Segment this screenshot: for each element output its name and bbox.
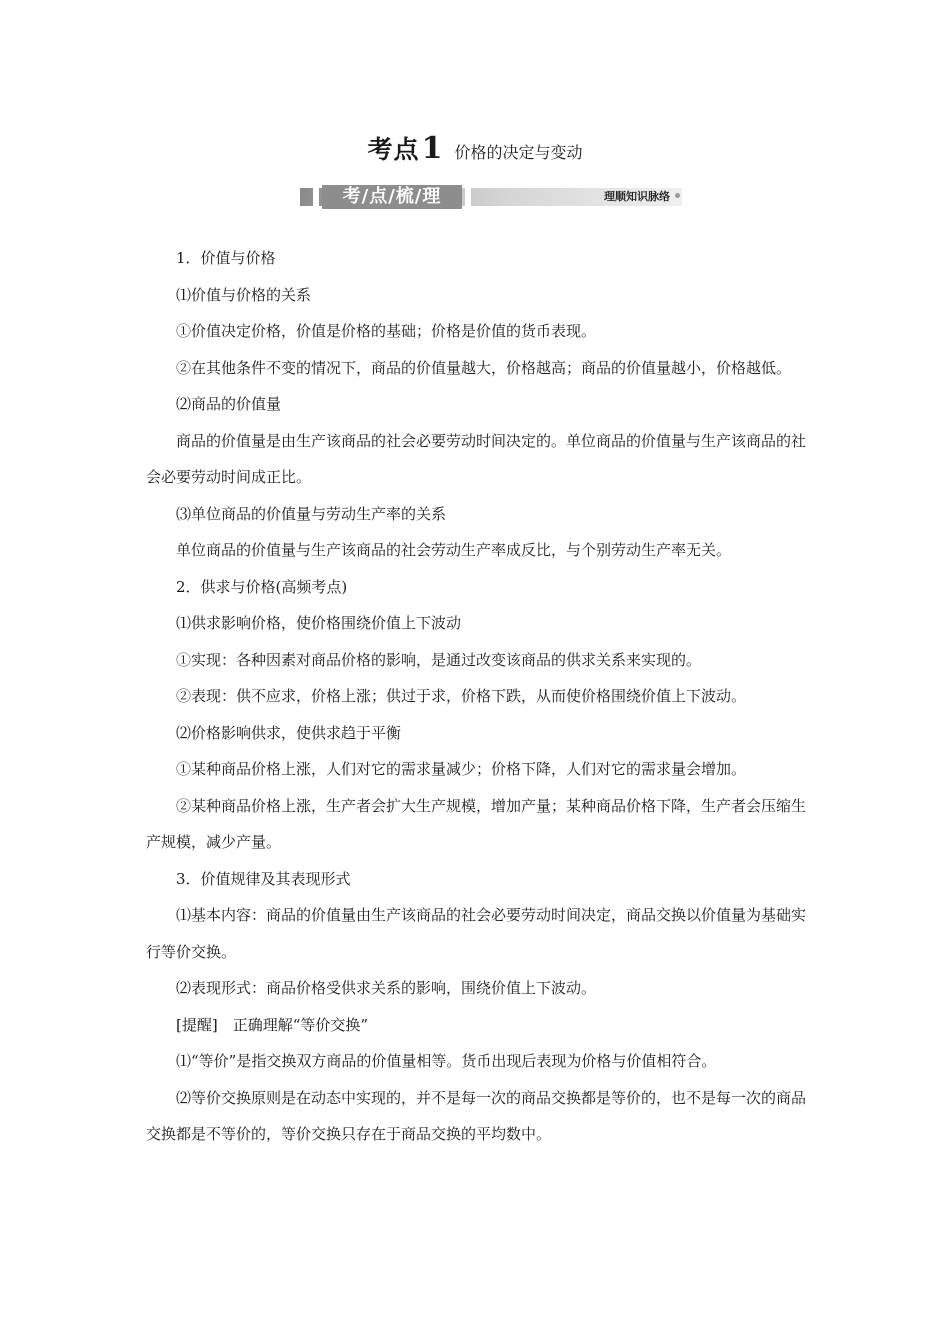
paragraph: ①实现：各种因素对商品价格的影响，是通过改变该商品的供求关系来实现的。: [176, 650, 702, 669]
title-number: 1: [421, 131, 443, 166]
subheading-2-1: ⑴供求影响价格，使价格围绕价值上下波动: [176, 614, 462, 632]
subheading-2-2: ⑵价格影响供求，使供求趋于平衡: [176, 723, 402, 742]
title-subtitle: 价格的决定与变动: [454, 143, 583, 162]
heading-1: 1．价值与价格: [176, 249, 276, 267]
paragraph: ①某种商品价格上涨，人们对它的需求量减少；价格下降，人们对它的需求量会增加。: [176, 760, 747, 778]
paragraph: ②在其他条件不变的情况下，商品的价值量越大，价格越高；商品的价值量越小，价格越低。: [176, 358, 792, 377]
paragraph: 单位商品的价值量与生产该商品的社会劳动生产率成反比，与个别劳动生产率无关。: [176, 541, 732, 559]
heading-2: 2．供求与价格(高频考点): [176, 577, 348, 596]
subheading-1-2: ⑵商品的价值量: [176, 395, 282, 413]
paragraph: 商品的价值量是由生产该商品的社会必要劳动时间决定的。单位商品的价值量与生产该商品的社会必要劳动时间成正比。: [146, 431, 807, 486]
banner-dot-icon: [675, 193, 680, 198]
banner-label: 考/点/梳/理: [322, 185, 462, 209]
paragraph: ①价值决定价格，价值是价格的基础；价格是价值的货币表现。: [176, 322, 597, 340]
subheading-1-1: ⑴价值与价格的关系: [176, 285, 312, 304]
subheading-1-3: ⑶单位商品的价值量与劳动生产率的关系: [176, 504, 447, 523]
paragraph: ⑵等价交换原则是在动态中实现的，并不是每一次的商品交换都是等价的，也不是每一次的商品交换都是不等价的，等价交换只存在于商品交换的平均数中。: [146, 1088, 807, 1143]
section-banner: [300, 185, 682, 209]
paragraph: ②表现：供不应求，价格上涨；供过于求，价格下跌，从而使价格围绕价值上下波动。: [176, 687, 747, 705]
section-title: [0, 130, 950, 166]
heading-3: 3．价值规律及其表现形式: [176, 869, 351, 888]
banner-right-text: 理顺知识脉络: [604, 190, 670, 203]
paragraph: ⑴“等价”是指交换双方商品的价值量相等。货币出现后表现为价格与价值相符合。: [176, 1052, 717, 1070]
reminder-heading: [提醒] 正确理解“等价交换”: [176, 1015, 369, 1034]
paragraph: ②某种商品价格上涨，生产者会扩大生产规模，增加产量；某种商品价格下降，生产者会压缩生产规模，减少产量。: [146, 796, 807, 851]
document-body: [146, 240, 808, 1153]
paragraph: ⑵表现形式：商品价格受供求关系的影响，围绕价值上下波动。: [176, 979, 597, 997]
paragraph: ⑴基本内容：商品的价值量由生产该商品的社会必要劳动时间决定，商品交换以价值量为基础实行等价交换。: [146, 906, 807, 961]
title-prefix: 考点: [367, 135, 420, 164]
